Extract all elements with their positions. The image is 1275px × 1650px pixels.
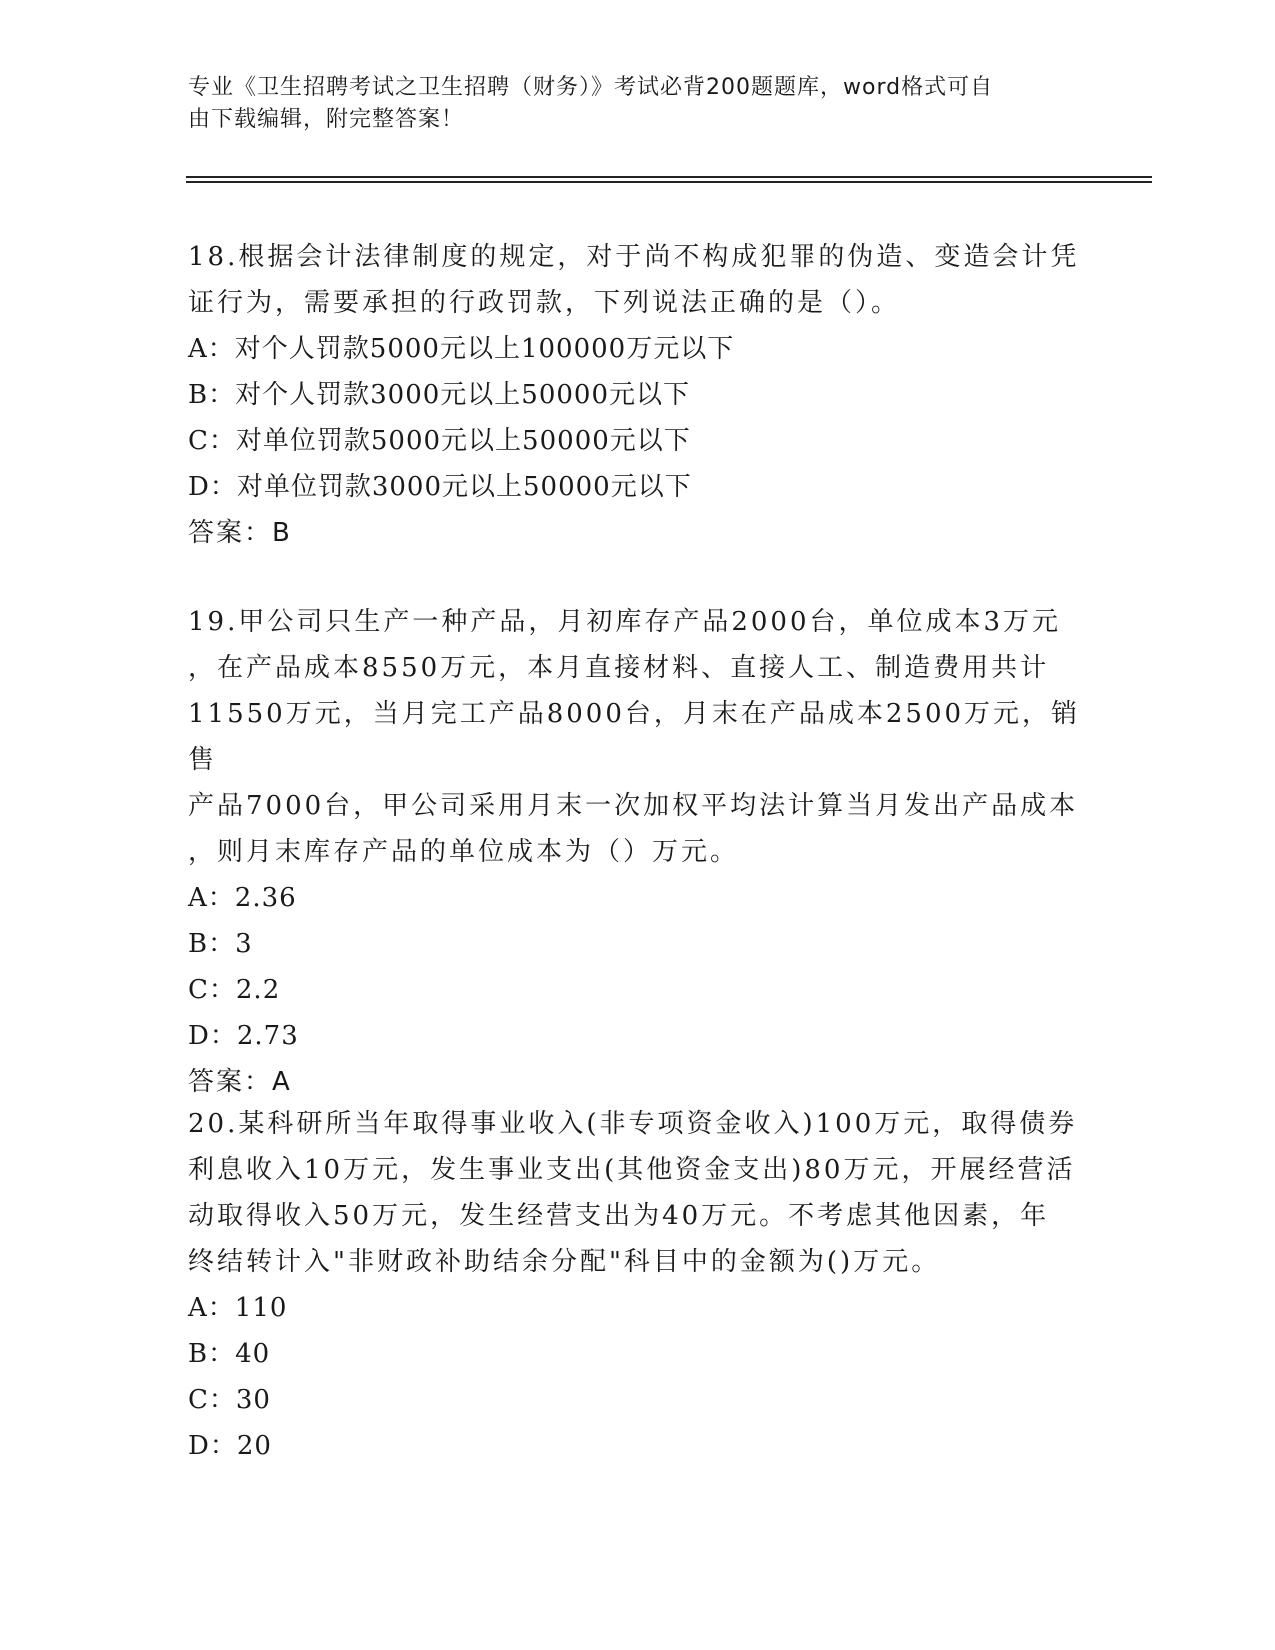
header-divider-bottom — [186, 181, 1152, 183]
option-d: D：20 — [188, 1431, 272, 1461]
document-header — [188, 72, 1068, 136]
option-c: C：30 — [188, 1385, 271, 1415]
answer-label: 答案：B — [188, 518, 292, 548]
question-stem-line: 产品7000台，甲公司采用月末一次加权平均法计算当月发出产品成本 — [188, 791, 1079, 821]
question-18 — [188, 234, 1088, 556]
question-stem-line: ，在产品成本8550万元，本月直接材料、直接人工、制造费用共计 — [188, 653, 1050, 683]
header-line-2: 由下载编辑，附完整答案！ — [188, 107, 465, 132]
question-stem-line: ，则月末库存产品的单位成本为（）万元。 — [188, 837, 740, 867]
header-line-1: 专业《卫生招聘考试之卫生招聘（财务）》考试必背200题题库，word格式可自 — [188, 75, 994, 100]
answer-label: 答案：A — [188, 1067, 292, 1097]
question-stem-line: 18.根据会计法律制度的规定，对于尚不构成犯罪的伪造、变造会计凭 — [188, 242, 1080, 272]
option-d: D：2.73 — [188, 1021, 299, 1051]
option-b: B：对个人罚款3000元以上50000元以下 — [188, 380, 690, 410]
question-stem-line: 利息收入10万元，发生事业支出(其他资金支出)80万元，开展经营活 — [188, 1155, 1076, 1185]
option-d: D：对单位罚款3000元以上50000元以下 — [188, 472, 692, 502]
question-stem-line: 19.甲公司只生产一种产品，月初库存产品2000台，单位成本3万元 — [188, 607, 1062, 637]
option-b: B：3 — [188, 929, 253, 959]
option-c: C：对单位罚款5000元以上50000元以下 — [188, 426, 691, 456]
question-20 — [188, 1101, 1088, 1469]
question-stem-line: 20.某科研所当年取得事业收入(非专项资金收入)100万元，取得债券 — [188, 1109, 1078, 1139]
option-a: A：对个人罚款5000元以上100000万元以下 — [188, 334, 735, 364]
question-stem-line: 11550万元，当月完工产品8000台，月末在产品成本2500万元，销售 — [188, 699, 1081, 775]
option-c: C：2.2 — [188, 975, 281, 1005]
option-b: B：40 — [188, 1339, 271, 1369]
option-a: A：2.36 — [188, 883, 297, 913]
question-stem-line: 证行为，需要承担的行政罚款，下列说法正确的是（）。 — [188, 288, 901, 318]
question-stem-line: 动取得收入50万元，发生经营支出为40万元。不考虑其他因素，年 — [188, 1201, 1050, 1231]
option-a: A：110 — [188, 1293, 288, 1323]
question-stem-line: 终结转计入"非财政补助结余分配"科目中的金额为()万元。 — [188, 1247, 941, 1277]
question-19 — [188, 599, 1088, 1105]
header-divider-top — [186, 176, 1152, 178]
